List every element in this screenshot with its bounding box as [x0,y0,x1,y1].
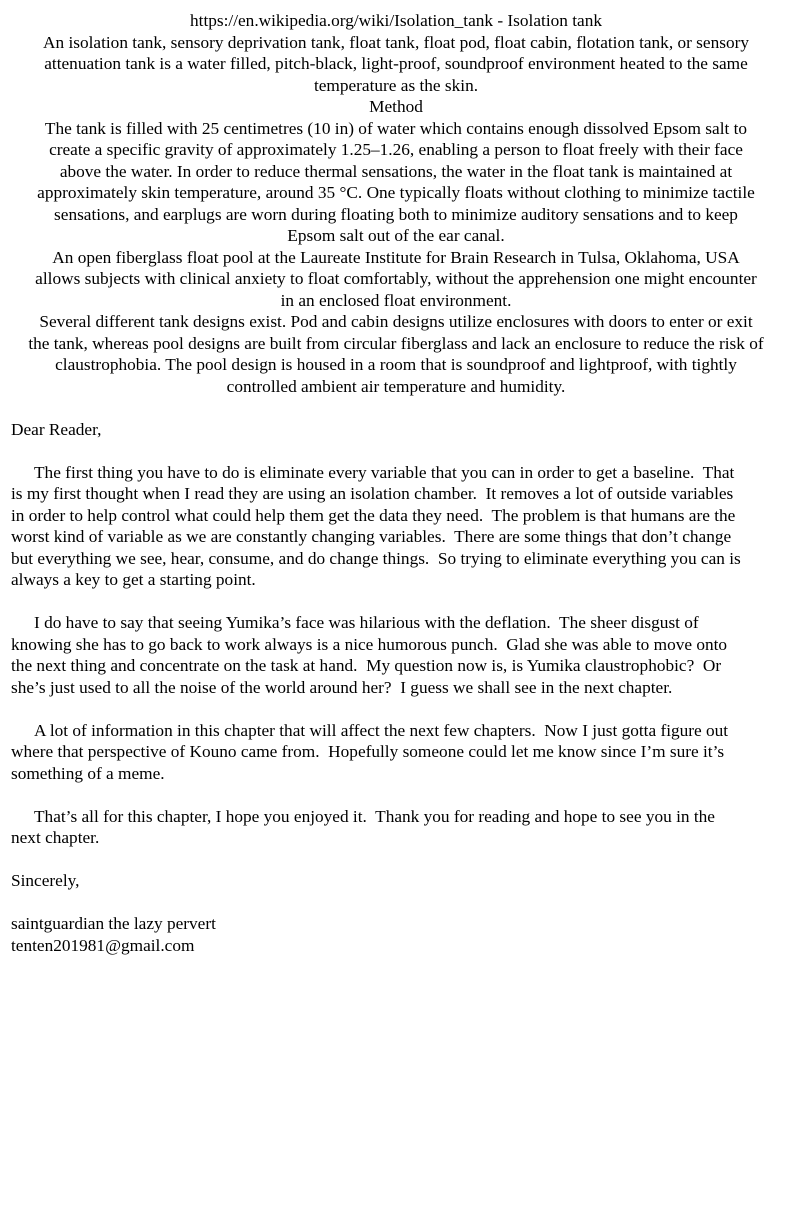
text-line: something of a meme. [11,763,165,783]
letter-paragraph [11,720,784,785]
wiki-intro-text [0,32,792,97]
text-line: the tank, whereas pool designs are built from circular fiberglass and lack an enclosure to reduce the risk of [28,333,764,353]
text-line: knowing she has to go back to work always is a nice humorous punch. Glad she was able to move onto [11,634,728,654]
signature-name: saintguardian the lazy pervert [11,914,216,933]
text-line: but everything we see, hear, consume, and do change things. So trying to eliminate everything you can is [11,548,741,568]
text-line: sensations, and earplugs are worn during floating both to minimize auditory sensations and to keep [54,204,738,224]
text-line: I do have to say that seeing Yumika’s face was hilarious with the deflation. The sheer disgust of [34,613,699,632]
text-line: That’s all for this chapter, I hope you enjoyed it. Thank you for reading and hope to see you in the [34,806,715,826]
text-line: in an enclosed float environment. [280,290,512,310]
method-heading: Method [369,97,423,116]
text-line: next chapter. [11,828,100,847]
signature [11,913,784,956]
letter-paragraph [11,462,784,591]
letter-paragraph [11,612,784,698]
source-url-line: https://en.wikipedia.org/wiki/Isolation_tank - Isolation tank [190,11,602,30]
wiki-designs-text [0,311,792,397]
letter-closing: Sincerely, [11,871,80,890]
text-line: create a specific gravity of approximately 1.25–1.26, enabling a person to float freely with their face [49,140,743,159]
wiki-method-text [0,118,792,247]
letter-paragraphs [11,462,784,849]
text-line: always a key to get a starting point. [11,570,256,589]
text-line: controlled ambient air temperature and humidity. [226,376,566,396]
letter-greeting: Dear Reader, [11,419,102,439]
text-line: in order to help control what could help them get the data they need. The problem is that humans are the [11,505,736,525]
text-line: Epsom salt out of the ear canal. [287,226,505,245]
text-line: The tank is filled with 25 centimetres (10 in) of water which contains enough dissolved Epsom salt to [44,118,748,138]
text-line: A lot of information in this chapter that will affect the next few chapters. Now I just gotta figure out [34,720,729,740]
text-line: she’s just used to all the noise of the world around her? I guess we shall see in the next chapter. [11,677,673,697]
text-line: An open fiberglass float pool at the Laureate Institute for Brain Research in Tulsa, Oklahoma, USA [52,247,740,267]
signature-email: tenten201981@gmail.com [11,935,195,955]
reader-letter [0,419,792,957]
text-line: where that perspective of Kouno came from. Hopefully someone could let me know since I’m sure it’s [11,742,725,761]
text-line: The first thing you have to do is eliminate every variable that you can in order to get a baseline. That [34,462,735,482]
wiki-excerpt [0,10,792,397]
text-line: Several different tank designs exist. Pod and cabin designs utilize enclosures with doors to enter or exit [39,312,753,331]
text-line: approximately skin temperature, around 35 °C. One typically floats without clothing to minimize tactile [37,183,755,202]
text-line: is my first thought when I read they are using an isolation chamber. It removes a lot of outside variables [11,484,734,503]
text-line: allows subjects with clinical anxiety to float comfortably, without the apprehension one might encounter [35,269,757,288]
text-line: above the water. In order to reduce thermal sensations, the water in the float tank is maintained at [59,161,733,181]
text-line: temperature as the skin. [313,75,479,95]
text-line: claustrophobia. The pool design is housed in a room that is soundproof and lightproof, with tightly [55,355,737,374]
text-line: the next thing and concentrate on the task at hand. My question now is, is Yumika claustrophobic? Or [11,656,722,675]
text-line: An isolation tank, sensory deprivation tank, float tank, float pod, float cabin, flotation tank, or sensory [43,32,749,52]
letter-paragraph [11,806,784,849]
text-line: attenuation tank is a water filled, pitch-black, light-proof, soundproof environment heated to the same [44,54,748,73]
text-line: worst kind of variable as we are constantly changing variables. There are some things that don’t change [11,527,732,546]
wiki-laureate-text [0,247,792,312]
